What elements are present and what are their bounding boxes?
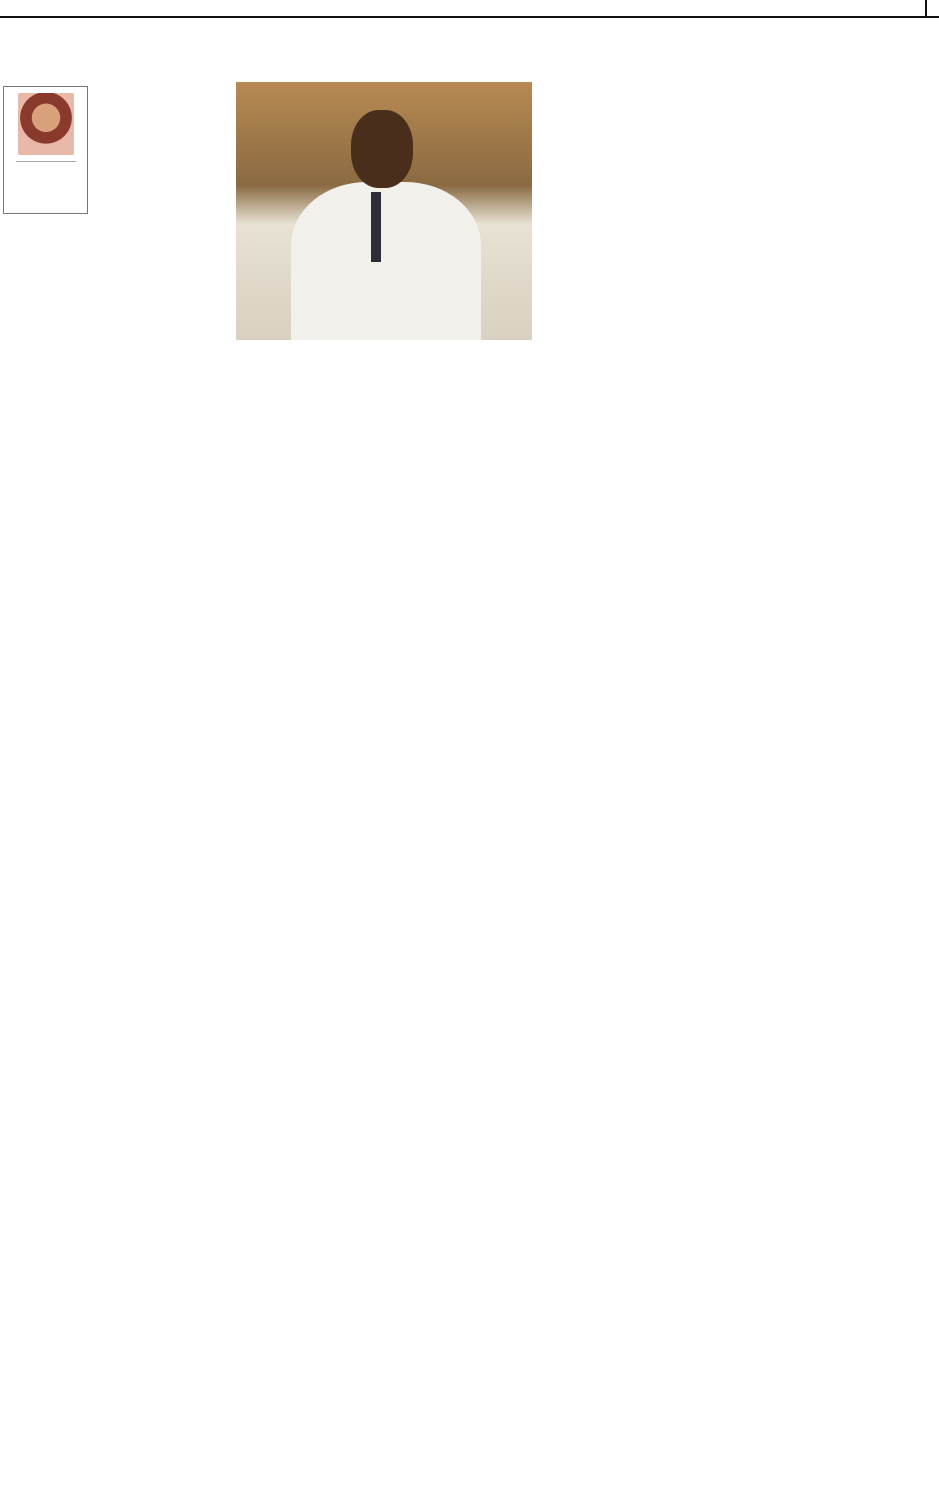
paper-brand	[919, 0, 933, 17]
photo-face	[351, 110, 413, 188]
page-number	[925, 0, 933, 16]
article1-lead	[92, 86, 232, 208]
author-portrait	[18, 93, 74, 155]
article1-byline	[16, 161, 76, 164]
dropcap	[92, 86, 95, 88]
column-badge	[3, 86, 88, 214]
obama-photo	[236, 82, 532, 340]
photo-tie	[371, 192, 381, 262]
photo-shirt	[291, 182, 481, 340]
masthead	[0, 0, 939, 18]
article1-col1	[3, 210, 232, 610]
